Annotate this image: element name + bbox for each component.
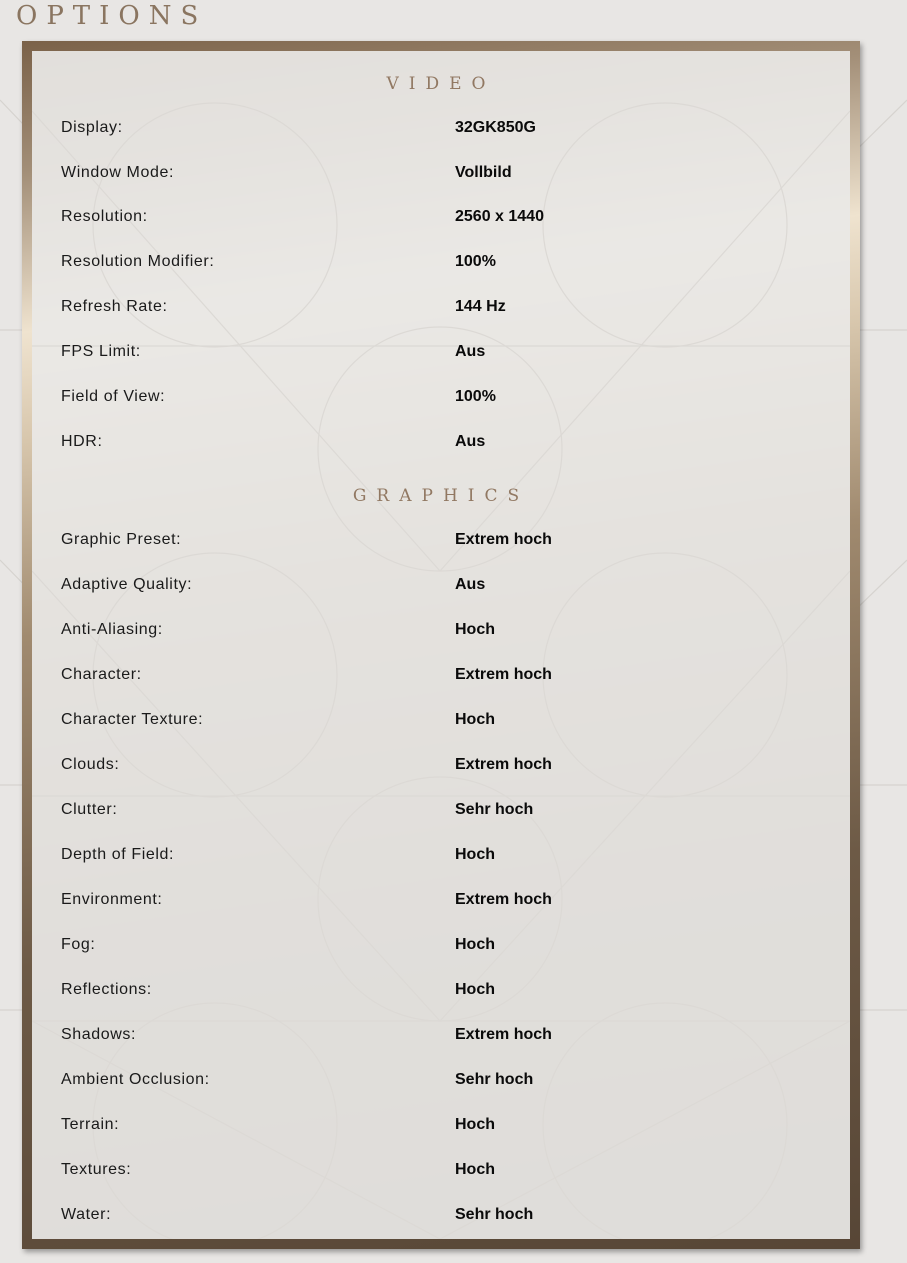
setting-row-anti-aliasing[interactable] [61,618,821,642]
setting-label: HDR: [61,433,103,450]
setting-row-resolution[interactable] [61,205,821,229]
panel-pattern [32,51,850,1239]
setting-row-character-texture[interactable] [61,708,821,732]
setting-row-window-mode[interactable] [61,161,821,185]
setting-label: Environment: [61,891,163,908]
setting-label: Water: [61,1206,112,1223]
setting-label: Terrain: [61,1116,120,1133]
setting-label: Refresh Rate: [61,298,168,315]
setting-value[interactable]: Extrem hoch [455,756,552,773]
setting-label: Shadows: [61,1026,137,1043]
setting-row-textures[interactable] [61,1158,821,1182]
setting-label: Field of View: [61,388,166,405]
page-title: OPTIONS [16,1,208,31]
setting-row-clouds[interactable] [61,753,821,777]
setting-value[interactable]: Hoch [455,846,495,863]
setting-value[interactable]: Extrem hoch [455,666,552,683]
setting-label: Resolution: [61,208,148,225]
setting-label: Character Texture: [61,711,204,728]
setting-value[interactable]: Hoch [455,1161,495,1178]
setting-label: FPS Limit: [61,343,141,360]
setting-value[interactable]: Aus [455,576,486,593]
setting-value[interactable]: Extrem hoch [455,531,552,548]
section-title-video: VIDEO [386,74,496,94]
setting-value[interactable]: Hoch [455,936,495,953]
setting-row-adaptive-quality[interactable] [61,573,821,597]
setting-row-character[interactable] [61,663,821,687]
setting-row-ambient-occlusion[interactable] [61,1068,821,1092]
setting-row-shadows[interactable] [61,1023,821,1047]
setting-label: Graphic Preset: [61,531,182,548]
options-panel [32,51,850,1239]
setting-row-clutter[interactable] [61,798,821,822]
setting-row-depth-of-field[interactable] [61,843,821,867]
setting-row-water[interactable] [61,1203,821,1227]
setting-value[interactable]: Aus [455,343,486,360]
setting-label: Depth of Field: [61,846,175,863]
setting-label: Display: [61,119,123,136]
setting-value[interactable]: 32GK850G [455,119,536,136]
setting-row-fps-limit[interactable] [61,340,821,364]
setting-row-display[interactable] [61,116,821,140]
setting-value[interactable]: 2560 x 1440 [455,208,544,225]
setting-value[interactable]: Hoch [455,981,495,998]
setting-value[interactable]: Aus [455,433,486,450]
section-title-graphics: GRAPHICS [352,486,530,506]
setting-row-hdr[interactable] [61,430,821,454]
setting-label: Ambient Occlusion: [61,1071,210,1088]
setting-row-terrain[interactable] [61,1113,821,1137]
setting-row-graphic-preset[interactable] [61,528,821,552]
setting-row-field-of-view[interactable] [61,385,821,409]
setting-value[interactable]: Hoch [455,1116,495,1133]
setting-label: Textures: [61,1161,132,1178]
setting-label: Clouds: [61,756,120,773]
setting-value[interactable]: Extrem hoch [455,891,552,908]
setting-label: Reflections: [61,981,152,998]
setting-row-reflections[interactable] [61,978,821,1002]
setting-label: Window Mode: [61,164,175,181]
setting-label: Fog: [61,936,96,953]
setting-row-resolution-modifier[interactable] [61,250,821,274]
setting-row-refresh-rate[interactable] [61,295,821,319]
setting-value[interactable]: Vollbild [455,164,512,181]
setting-row-fog[interactable] [61,933,821,957]
setting-label: Anti-Aliasing: [61,621,163,638]
setting-value[interactable]: Sehr hoch [455,801,534,818]
setting-row-environment[interactable] [61,888,821,912]
setting-value[interactable]: Hoch [455,621,495,638]
options-frame [22,41,860,1249]
setting-label: Clutter: [61,801,118,818]
setting-value[interactable]: Sehr hoch [455,1071,534,1088]
setting-value[interactable]: 100% [455,253,496,270]
setting-value[interactable]: Hoch [455,711,495,728]
setting-value[interactable]: Extrem hoch [455,1026,552,1043]
setting-label: Character: [61,666,142,683]
setting-label: Resolution Modifier: [61,253,215,270]
setting-value[interactable]: Sehr hoch [455,1206,534,1223]
setting-label: Adaptive Quality: [61,576,193,593]
setting-value[interactable]: 144 Hz [455,298,506,315]
setting-value[interactable]: 100% [455,388,496,405]
